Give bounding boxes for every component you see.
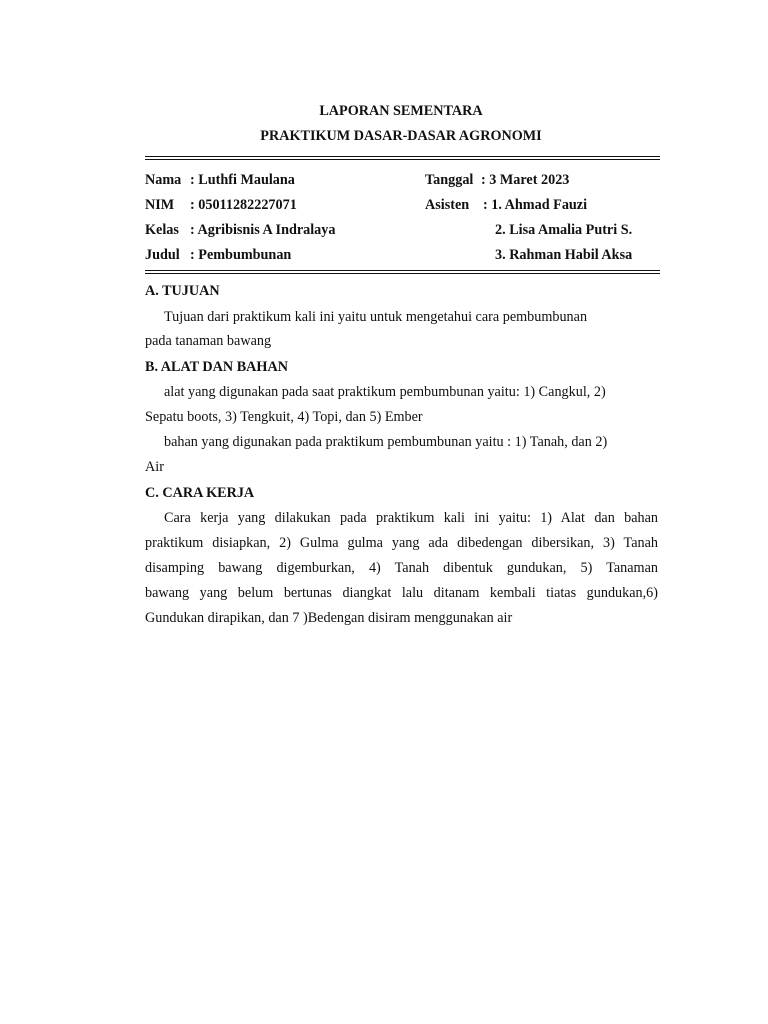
- nama-row: [145, 172, 295, 189]
- asisten-label: Asisten: [425, 197, 470, 213]
- tanggal-label: Tanggal: [425, 172, 474, 188]
- kelas-row: [145, 222, 335, 239]
- cara-kerja-text-line: disamping bawang digemburkan, 4) Tanah dibentuk gundukan, 5) Tanaman: [145, 560, 658, 576]
- nim-value: : 05011282227071: [190, 197, 297, 213]
- tujuan-text-line: Tujuan dari praktikum kali ini yaitu untuk mengetahui cara pembumbunan: [164, 309, 588, 325]
- nama-label: Nama: [145, 172, 182, 188]
- report-title: LAPORAN SEMENTARA: [319, 103, 483, 119]
- asisten-row: [425, 197, 587, 214]
- bottom-rule-upper: [145, 270, 660, 271]
- judul-value: : Pembumbunan: [190, 247, 292, 263]
- section-heading-cara-kerja: C. CARA KERJA: [145, 485, 255, 501]
- nim-row: [145, 197, 297, 214]
- kelas-value: : Agribisnis A Indralaya: [190, 222, 336, 238]
- judul-label: Judul: [145, 247, 180, 263]
- cara-kerja-text-line: Cara kerja yang dilakukan pada praktikum kali ini yaitu: 1) Alat dan bahan: [164, 510, 658, 526]
- section-heading-alat-bahan: B. ALAT DAN BAHAN: [145, 359, 288, 375]
- alat-text-line: Sepatu boots, 3) Tengkuit, 4) Topi, dan 5) Ember: [145, 409, 423, 425]
- top-rule-upper: [145, 156, 660, 157]
- cara-kerja-text-line: bawang yang belum bertunas diangkat lalu ditanam kembali tiatas gundukan,6): [145, 585, 658, 601]
- top-rule-lower: [145, 159, 660, 160]
- asisten-1: : 1. Ahmad Fauzi: [483, 197, 588, 213]
- report-subtitle: PRAKTIKUM DASAR-DASAR AGRONOMI: [260, 128, 542, 144]
- nama-value: : Luthfi Maulana: [190, 172, 295, 188]
- asisten-2: 2. Lisa Amalia Putri S.: [495, 222, 633, 238]
- cara-kerja-text-line: praktikum disiapkan, 2) Gulma gulma yang ada dibedengan dibersikan, 3) Tanah: [145, 535, 658, 551]
- cara-kerja-text-line: Gundukan dirapikan, dan 7 )Bedengan disiram menggunakan air: [145, 610, 513, 626]
- tanggal-row: [425, 172, 569, 189]
- asisten-3: 3. Rahman Habil Aksa: [495, 247, 633, 263]
- bahan-text-line: Air: [145, 459, 164, 475]
- bottom-rule-lower: [145, 273, 660, 274]
- bahan-text-line: bahan yang digunakan pada praktikum pembumbunan yaitu : 1) Tanah, dan 2): [164, 434, 608, 450]
- judul-row: [145, 247, 291, 264]
- alat-text-line: alat yang digunakan pada saat praktikum pembumbunan yaitu: 1) Cangkul, 2): [164, 384, 606, 400]
- section-heading-tujuan: A. TUJUAN: [145, 283, 220, 299]
- tujuan-text-line: pada tanaman bawang: [145, 333, 272, 349]
- kelas-label: Kelas: [145, 222, 179, 238]
- tanggal-value: : 3 Maret 2023: [481, 172, 570, 188]
- nim-label: NIM: [145, 197, 175, 213]
